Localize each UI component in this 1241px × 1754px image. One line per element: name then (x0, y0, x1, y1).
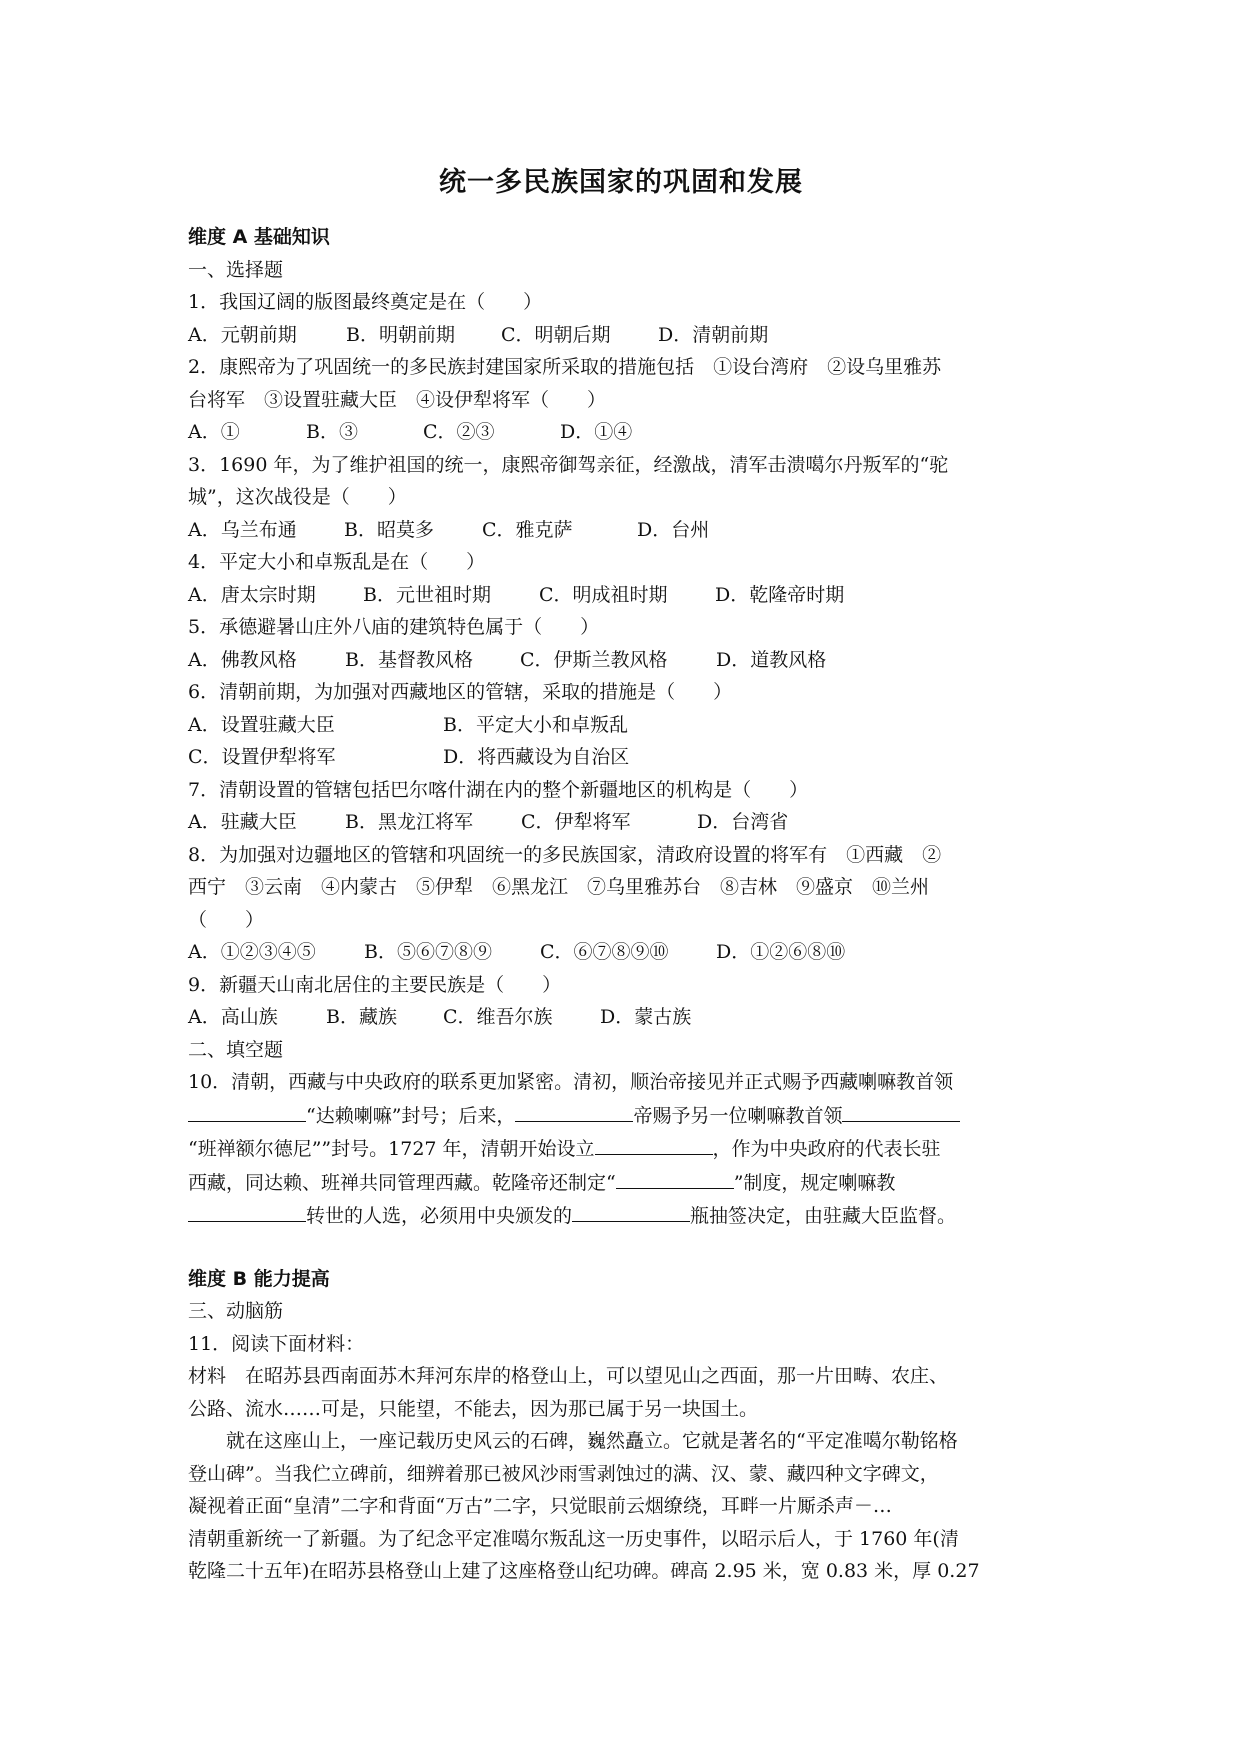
material-line: 材料 在昭苏县西南面苏木拜河东岸的格登山上，可以望见山之西面，那一片田畴、农庄、 (188, 1365, 949, 1387)
option-c: C．雅克萨 (482, 518, 573, 541)
question-9-options (188, 1001, 1054, 1034)
question-3-stem-line-1: 3．1690 年，为了维护祖国的统一，康熙帝御驾亲征，经激战，清军击溃噶尔丹叛军的“驼 (188, 453, 949, 476)
answer-blank[interactable] (842, 1099, 960, 1122)
document-page (188, 160, 1054, 1588)
option-b: B．昭莫多 (344, 518, 434, 541)
question-8-stem-line-1: 8．为加强对边疆地区的管辖和巩固统一的多民族国家，清政府设置的将军有 ①西藏 ② (188, 843, 942, 866)
question-10-text: “班禅额尔德尼””封号。1727 年，清朝开始设立 (188, 1138, 595, 1160)
question-10-line-4 (188, 1166, 1054, 1200)
material-line: 乾隆二十五年)在昭苏县格登山上建了这座格登山纪功碑。碑高 2.95 米，宽 0.83 米，厚 0.27 (188, 1560, 980, 1582)
option-a: A．高山族 (188, 1006, 278, 1028)
material-line: 清朝重新统一了新疆。为了纪念平定准噶尔叛乱这一历史事件，以昭示后人，于 1760 年(清 (188, 1527, 959, 1550)
option-c: C．伊犁将军 (521, 811, 631, 833)
question-7-options (188, 806, 1054, 839)
option-d: D．清朝前期 (658, 323, 769, 346)
question-10-text: ，作为中央政府的代表长驻 (712, 1138, 941, 1160)
question-10-text: 转世的人选，必须用中央颁发的 (306, 1205, 573, 1227)
answer-blank[interactable] (572, 1199, 690, 1222)
material-line: 就在这座山上，一座记载历史风云的石碑，巍然矗立。它就是著名的“平定准噶尔勒铭格 (226, 1430, 958, 1452)
option-a: A．唐太宗时期 (188, 583, 316, 606)
question-10-line-2 (188, 1099, 1054, 1133)
question-3-options (188, 514, 1054, 547)
option-d: D．①④ (560, 421, 633, 443)
option-a: A．佛教风格 (188, 648, 297, 671)
option-c: C．⑥⑦⑧⑨⑩ (540, 941, 669, 963)
question-10-text: “达赖喇嘛”封号；后来， (306, 1104, 516, 1127)
question-4-stem: 4．平定大小和卓叛乱是在（ ） (188, 551, 486, 573)
option-a: A．设置驻藏大臣 (188, 713, 335, 736)
option-d: D．台州 (637, 518, 710, 541)
option-b: B．⑤⑥⑦⑧⑨ (364, 941, 492, 963)
option-b: B．③ (306, 421, 358, 443)
option-d: D．道教风格 (716, 648, 827, 671)
question-10-line-3 (188, 1132, 1054, 1166)
answer-blank[interactable] (595, 1132, 713, 1155)
question-1-options (188, 319, 1054, 352)
question-10-line-1: 10．清朝，西藏与中央政府的联系更加紧密。清初，顺治帝接见并正式赐予西藏喇嘛教首领 (188, 1071, 954, 1093)
question-8-options (188, 936, 1054, 969)
material-line: 凝视着正面“皇清”二字和背面“万古”二字，只觉眼前云烟缭绕，耳畔一片厮杀声－… (188, 1495, 892, 1517)
option-c: C．明朝后期 (501, 323, 611, 346)
question-10-text: ”制度，规定喇嘛教 (733, 1171, 896, 1194)
section-a-heading: 维度 A 基础知识 (188, 226, 330, 248)
option-d: D．将西藏设为自治区 (443, 746, 630, 768)
option-c: C．维吾尔族 (443, 1006, 553, 1028)
question-3-stem-line-2: 城”，这次战役是（ ） (188, 486, 407, 508)
option-d: D．蒙古族 (600, 1006, 692, 1028)
option-d: D．①②⑥⑧⑩ (716, 941, 846, 963)
section-b-heading: 维度 B 能力提高 (188, 1267, 330, 1290)
question-2-options (188, 416, 1054, 449)
option-a: A．元朝前期 (188, 323, 297, 346)
question-8-stem-line-2: 西宁 ③云南 ④内蒙古 ⑤伊犁 ⑥黑龙江 ⑦乌里雅苏台 ⑧吉林 ⑨盛京 ⑩兰州 (188, 876, 930, 898)
question-11-stem: 11．阅读下面材料： (188, 1332, 365, 1355)
option-b: B．元世祖时期 (363, 583, 491, 606)
answer-blank[interactable] (515, 1099, 633, 1122)
question-5-options (188, 644, 1054, 677)
option-b: B．平定大小和卓叛乱 (443, 713, 628, 736)
option-a: A．① (188, 421, 240, 443)
option-c: C．设置伊犁将军 (188, 746, 336, 768)
question-10-text: 西藏，同达赖、班禅共同管理西藏。乾隆帝还制定“ (188, 1171, 616, 1194)
option-c: C．明成祖时期 (539, 583, 668, 606)
question-6-options-row-2 (188, 741, 1054, 774)
part-2-heading: 二、填空题 (188, 1038, 284, 1061)
part-3-heading: 三、动脑筋 (188, 1300, 284, 1322)
option-a: A．驻藏大臣 (188, 811, 297, 833)
question-5-stem: 5．承德避暑山庄外八庙的建筑特色属于（ ） (188, 616, 600, 638)
question-10-text: 帝赐予另一位喇嘛教首领 (633, 1104, 843, 1127)
option-d: D．乾隆帝时期 (715, 583, 845, 606)
question-2-stem-line-1: 2．康熙帝为了巩固统一的多民族封建国家所采取的措施包括 ①设台湾府 ②设乌里雅苏 (188, 356, 942, 378)
question-1-stem: 1．我国辽阔的版图最终奠定是在（ ） (188, 291, 543, 313)
question-10-text: 瓶抽签决定，由驻藏大臣监督。 (690, 1205, 957, 1227)
document-title: 统一多民族国家的巩固和发展 (439, 167, 803, 198)
question-6-options-row-1 (188, 709, 1054, 742)
answer-blank[interactable] (188, 1199, 306, 1222)
section-spacer (188, 1233, 1054, 1263)
question-8-stem-line-3: （ ） (188, 908, 265, 931)
answer-blank[interactable] (188, 1099, 306, 1122)
option-a: A．①②③④⑤ (188, 941, 316, 963)
material-line: 登山碑”。当我伫立碑前，细辨着那已被风沙雨雪剥蚀过的满、汉、蒙、藏四种文字碑文， (188, 1462, 939, 1485)
option-b: B．黑龙江将军 (345, 811, 473, 833)
option-c: C．伊斯兰教风格 (520, 648, 668, 671)
part-1-heading: 一、选择题 (188, 258, 284, 281)
option-b: B．基督教风格 (345, 648, 473, 671)
question-9-stem: 9．新疆天山南北居住的主要民族是（ ） (188, 973, 562, 996)
option-c: C．②③ (423, 421, 495, 443)
question-2-stem-line-2: 台将军 ③设置驻藏大臣 ④设伊犁将军（ ） (188, 388, 607, 411)
option-a: A．乌兰布通 (188, 518, 297, 541)
option-b: B．明朝前期 (346, 323, 455, 346)
option-d: D．台湾省 (697, 811, 789, 833)
answer-blank[interactable] (616, 1166, 734, 1189)
option-b: B．藏族 (326, 1006, 397, 1028)
question-6-stem: 6．清朝前期，为加强对西藏地区的管辖，采取的措施是（ ） (188, 681, 733, 703)
question-7-stem: 7．清朝设置的管辖包括巴尔喀什湖在内的整个新疆地区的机构是（ ） (188, 778, 809, 801)
material-line: 公路、流水……可是，只能望，不能去，因为那已属于另一块国土。 (188, 1397, 759, 1420)
question-10-line-5 (188, 1199, 1054, 1233)
question-4-options (188, 579, 1054, 612)
